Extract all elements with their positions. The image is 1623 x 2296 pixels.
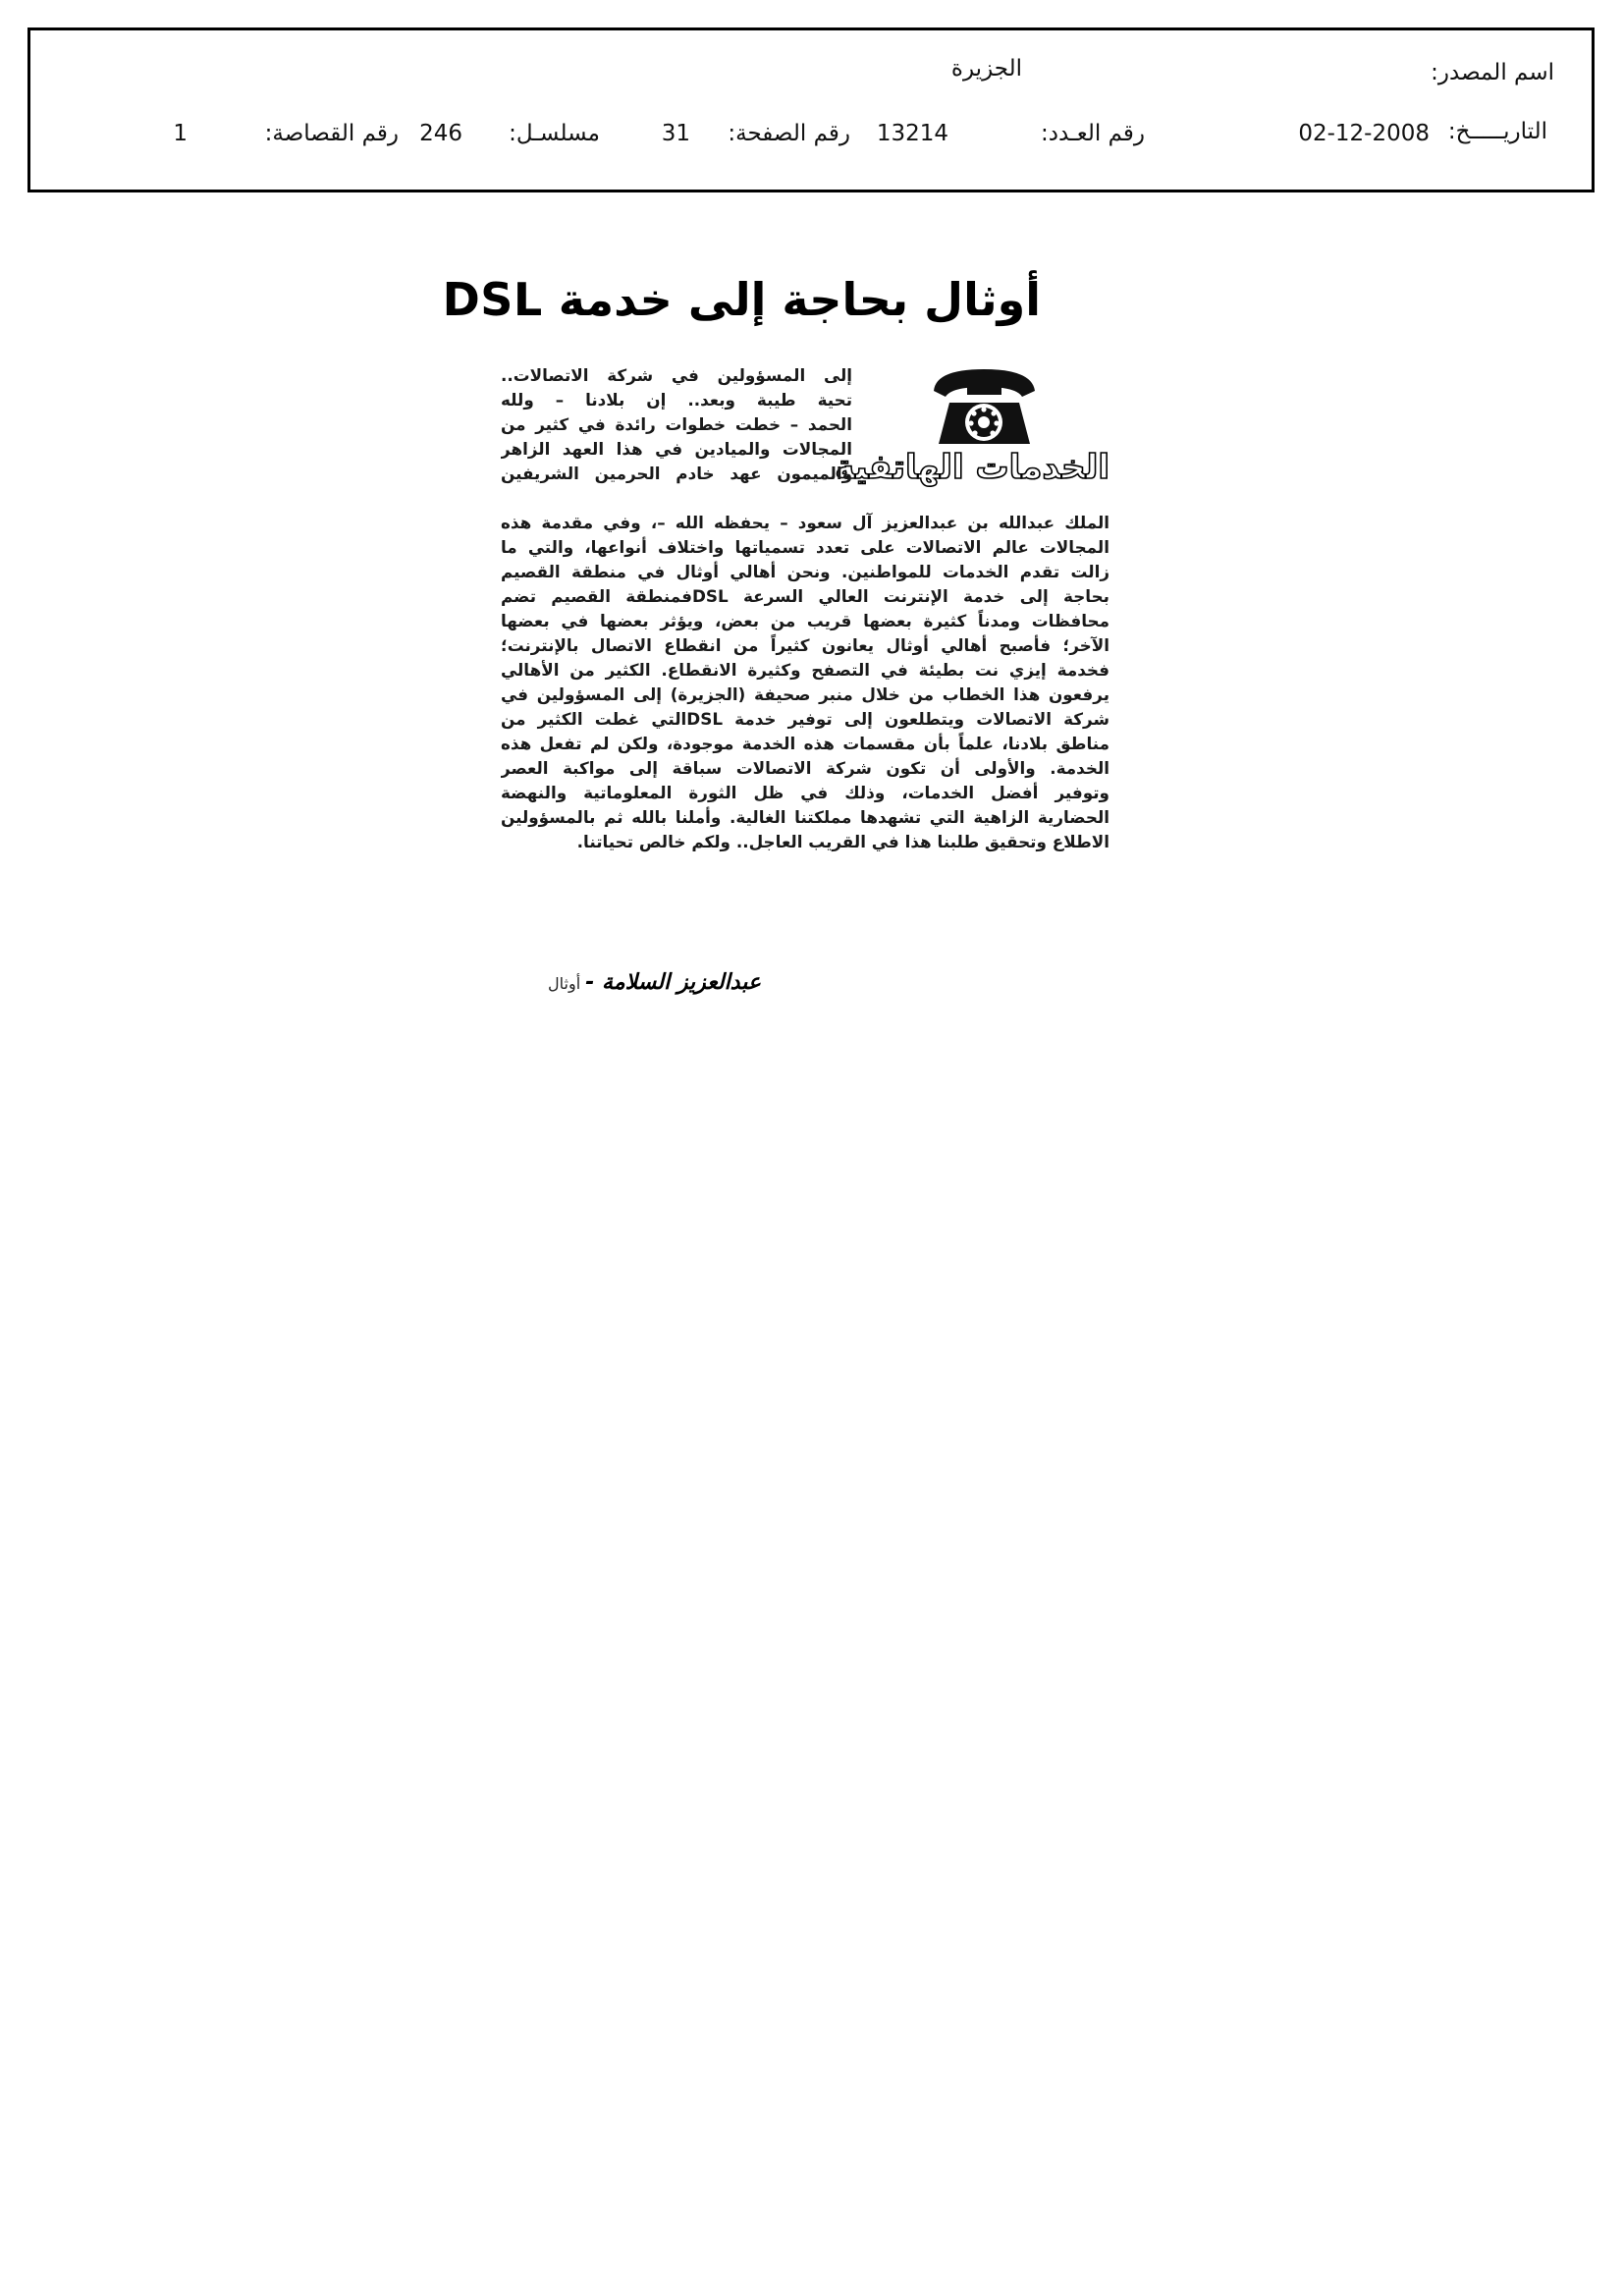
text-line: شركة الاتصالات ويتطلعون إلى توفير خدمة DSLالتي غطت الكثير من	[501, 709, 1109, 729]
text-line: مناطق بلادنا، علماً بأن مقسمات هذه الخدمة موجودة، ولكن لم تفعل هذه	[501, 734, 1109, 753]
issue-label: رقم العـدد:	[1040, 121, 1145, 146]
clip-label: رقم القصاصة:	[264, 121, 399, 146]
section-logo	[835, 361, 1109, 489]
text-line: تحية طيبة وبعد.. إن بلادنا – ولله	[501, 390, 852, 410]
article-intro	[501, 363, 852, 486]
article-text	[501, 511, 1109, 854]
telephone-icon	[928, 361, 1041, 450]
article-headline: أوثال بحاجة إلى خدمة DSL	[442, 273, 1041, 326]
text-line: المجالات والميادين في هذا العهد الزاهر	[501, 439, 852, 459]
text-line: يرفعون هذا الخطاب من خلال منبر صحيفة (الجزيرة) إلى المسؤولين في	[501, 684, 1109, 704]
text-line: الآخر؛ فأصبح أهالي أوثال يعانون كثيراً من انقطاع الاتصال بالإنترنت؛	[501, 635, 1109, 655]
page-value: 31	[661, 121, 690, 146]
text-line: الاطلاع وتحقيق طلبنا هذا في القريب العاجل.. ولكم خالص تحياتنا.	[576, 832, 1109, 851]
serial-label: مسلسـل:	[509, 121, 600, 146]
text-line: الحضارية الزاهية التي تشهدها مملكتنا الغالية. وأملنا بالله ثم بالمسؤولين	[501, 807, 1109, 827]
text-line: وتوفير أفضل الخدمات، وذلك في ظل الثورة المعلوماتية والنهضة	[501, 783, 1109, 802]
text-line: المجالات عالم الاتصالات على تعدد تسمياتها واختلاف أنواعها، والتي ما	[501, 537, 1109, 557]
article-signature	[506, 970, 761, 995]
serial-value: 246	[419, 121, 462, 146]
section-logo-text: الخدمات الهاتفية	[835, 448, 1109, 487]
text-line: إلى المسؤولين في شركة الاتصالات..	[501, 365, 852, 385]
text-line: فخدمة إيزي نت بطيئة في التصفح وكثيرة الانقطاع. الكثير من الأهالي	[501, 660, 1109, 680]
text-line: الخدمة. والأولى أن تكون شركة الاتصالات سباقة إلى مواكبة العصر	[501, 758, 1109, 778]
text-line: زالت تقدم الخدمات للمواطنين. ونحن أهالي أوثال في منطقة القصيم	[501, 562, 1109, 581]
page-label: رقم الصفحة:	[728, 121, 850, 146]
author-location: أوثال	[548, 974, 581, 993]
text-line: بحاجة إلى خدمة الإنترنت العالي السرعة DSLفمنطقة القصيم تضم	[501, 586, 1109, 606]
text-line: محافظات ومدناً كثيرة بعضها قريب من بعض، ويؤثر بعضها في بعضها	[501, 611, 1109, 630]
source-label: اسم المصدر:	[1431, 60, 1554, 85]
source-value: الجزيرة	[950, 56, 1022, 82]
clip-value: 1	[173, 121, 188, 146]
text-line: الحمد – خطت خطوات رائدة في كثير من	[501, 414, 852, 434]
author-name: عبدالعزيز السلامة -	[585, 970, 761, 995]
text-line: والميمون عهد خادم الحرمين الشريفين	[501, 464, 852, 483]
clipping-header	[27, 27, 1595, 192]
text-line: الملك عبدالله بن عبدالعزيز آل سعود – يحفظه الله –، وفي مقدمة هذه	[501, 513, 1109, 532]
date-label: التاريـــــخ:	[1447, 119, 1547, 144]
date-value: 02-12-2008	[1298, 121, 1430, 146]
issue-value: 13214	[876, 121, 948, 146]
